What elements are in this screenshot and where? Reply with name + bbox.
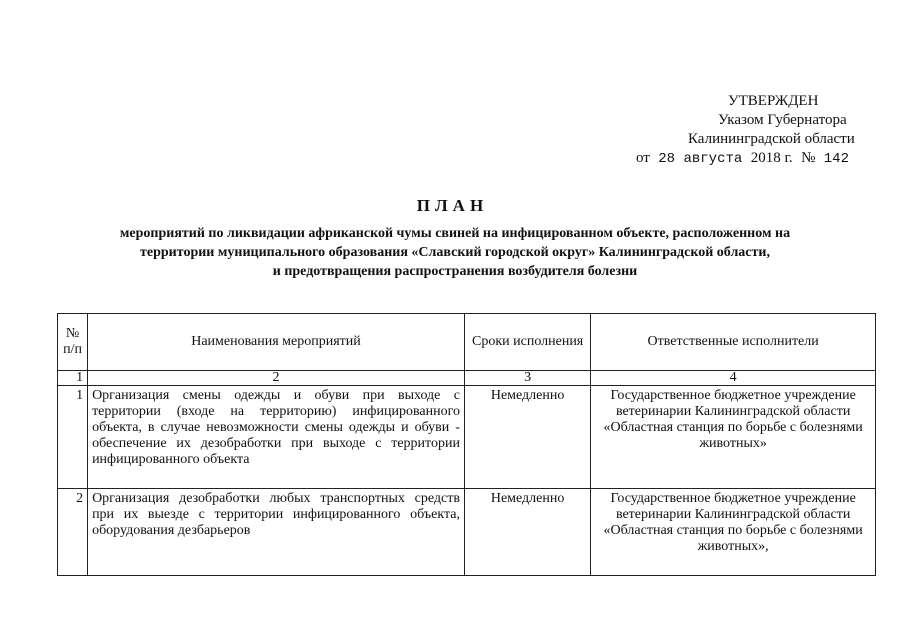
date-value: 28 августа	[658, 151, 743, 167]
row-number: 2	[58, 489, 88, 576]
region-label: Калининградской области	[688, 131, 855, 147]
date-prefix: от	[636, 150, 650, 166]
number-sign: №	[801, 150, 816, 166]
table-row	[58, 489, 876, 576]
document-title: ПЛАН	[416, 196, 489, 215]
column-number: 4	[591, 371, 876, 386]
column-number: 2	[88, 371, 465, 386]
header-number: № п/п	[58, 314, 88, 371]
row-executor: Государственное бюджетное учреждение ветеринарии Калининградской области «Областная станция по борьбе с болезнями животных»	[591, 386, 876, 489]
row-number: 1	[58, 386, 88, 489]
row-deadline: Немедленно	[464, 489, 590, 576]
row-measure: Организация дезобработки любых транспортных средств при их выезде с территории инфицированного объекта, оборудования дезбарьеров	[88, 489, 465, 576]
decree-number: 142	[823, 151, 849, 167]
approved-label: УТВЕРЖДЕН	[728, 93, 819, 109]
row-deadline: Немедленно	[464, 386, 590, 489]
document-subtitle	[60, 224, 850, 281]
column-number: 3	[464, 371, 590, 386]
subtitle-line: территории муниципального образования «Славский городской округ» Калининградской области,	[140, 245, 770, 260]
row-measure: Организация смены одежды и обуви при выходе с территории (входе на территорию) инфицированного объекта, в случае невозможности смены одежды и обуви - обеспечение их дезобработки при выходе с территории инфицированного объекта	[88, 386, 465, 489]
column-number: 1	[58, 371, 88, 386]
header-deadline: Сроки исполнения	[464, 314, 590, 371]
measures-table	[57, 313, 876, 576]
header-measure: Наименования мероприятий	[88, 314, 465, 371]
header-executor: Ответственные исполнители	[591, 314, 876, 371]
subtitle-line: мероприятий по ликвидации африканской чумы свиней на инфицированном объекте, расположенном на	[119, 226, 791, 241]
table-header-row	[58, 314, 876, 371]
subtitle-line: и предотвращения распространения возбудителя болезни	[272, 264, 638, 279]
decree-date-line	[636, 149, 849, 169]
table-row	[58, 386, 876, 489]
column-number-row	[58, 371, 876, 386]
decree-year: 2018 г.	[750, 150, 793, 166]
decree-label: Указом Губернатора	[718, 112, 847, 128]
row-executor: Государственное бюджетное учреждение ветеринарии Калининградской области «Областная станция по борьбе с болезнями животных»,	[591, 489, 876, 576]
